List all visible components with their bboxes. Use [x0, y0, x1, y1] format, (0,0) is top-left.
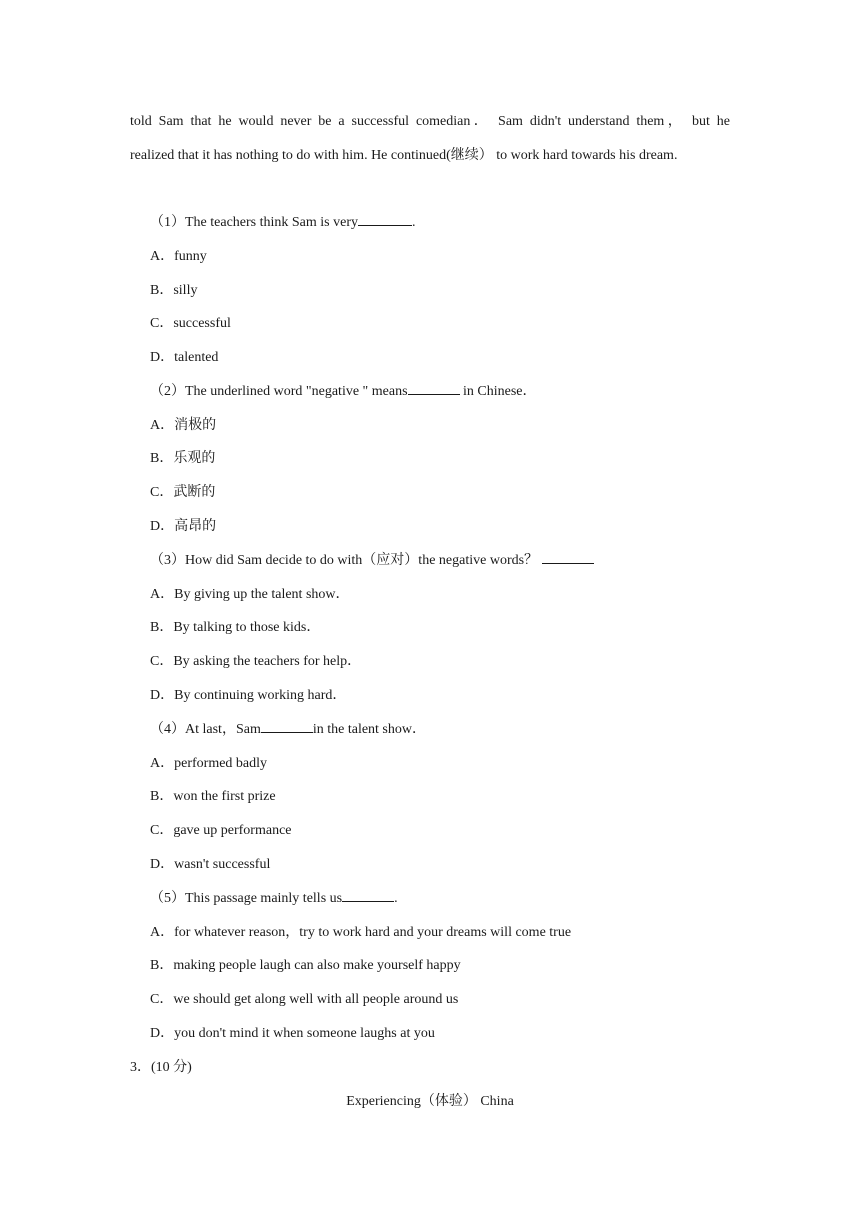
option-text: By giving up the talent show．	[174, 587, 350, 602]
option-text: you don't mind it when someone laughs at you	[174, 1026, 435, 1041]
option-text: 消极的	[174, 418, 217, 433]
option-letter: D．	[150, 350, 175, 365]
question-4-prompt: （4）At last，Sam	[150, 722, 261, 737]
answer-blank	[261, 732, 313, 733]
question-5-option-c	[150, 990, 458, 1010]
answer-blank	[358, 225, 412, 226]
question-1-option-d	[150, 348, 218, 368]
option-letter: D．	[150, 1026, 175, 1041]
option-letter: C．	[150, 316, 174, 331]
option-text: 乐观的	[173, 451, 216, 466]
option-text: performed badly	[174, 756, 268, 771]
question-4-option-d	[150, 855, 270, 875]
option-letter: A．	[150, 249, 175, 264]
option-letter: D．	[150, 688, 175, 703]
option-text: won the first prize	[173, 789, 276, 804]
option-text: gave up performance	[173, 823, 292, 838]
question-3-prompt: （3）How did Sam decide to do with（应对）the negative words？	[150, 553, 539, 568]
question-3-option-a	[150, 585, 350, 605]
option-text: 高昂的	[174, 519, 217, 534]
option-text: successful	[173, 316, 231, 331]
option-letter: B．	[150, 958, 174, 973]
question-1-option-b	[150, 281, 197, 301]
option-text: we should get along well with all people around us	[173, 992, 459, 1007]
option-text: making people laugh can also make yourself happy	[173, 958, 461, 973]
question-4-option-c	[150, 821, 292, 841]
question-5-option-a	[150, 923, 571, 943]
question-1-suffix: .	[412, 215, 416, 230]
option-letter: B．	[150, 789, 174, 804]
option-text: talented	[174, 350, 219, 365]
answer-blank	[542, 563, 594, 564]
option-letter: C．	[150, 992, 174, 1007]
question-1-prompt: （1）The teachers think Sam is very	[150, 215, 359, 230]
question-4-option-b	[150, 787, 276, 807]
section-3-title: Experiencing（体验） China	[346, 1094, 514, 1109]
question-3-option-d	[150, 686, 346, 706]
question-2-suffix: in Chinese．	[459, 384, 537, 399]
question-1	[150, 213, 416, 233]
question-5-suffix: .	[394, 891, 398, 906]
option-letter: A．	[150, 418, 175, 433]
option-text: By talking to those kids．	[173, 620, 321, 635]
option-text: By continuing working hard．	[174, 688, 347, 703]
question-2	[150, 382, 537, 402]
option-letter: B．	[150, 451, 174, 466]
question-5	[150, 889, 398, 909]
option-letter: D．	[150, 519, 175, 534]
option-letter: C．	[150, 485, 174, 500]
passage-line-1: told Sam that he would never be a successful comedian． Sam didn't understand them， but he	[130, 114, 730, 129]
question-5-option-d	[150, 1024, 435, 1044]
option-letter: A．	[150, 756, 175, 771]
question-3-option-b	[150, 618, 320, 638]
question-2-option-d	[150, 517, 216, 537]
section-3-number: 3．(10 分)	[130, 1060, 192, 1075]
question-5-prompt: （5）This passage mainly tells us	[150, 891, 343, 906]
option-letter: B．	[150, 620, 174, 635]
question-2-prompt: （2）The underlined word "negative " means	[150, 384, 408, 399]
option-text: silly	[173, 283, 198, 298]
option-letter: A．	[150, 925, 175, 940]
option-letter: C．	[150, 823, 174, 838]
question-4-option-a	[150, 754, 267, 774]
option-letter: C．	[150, 654, 174, 669]
question-2-option-c	[150, 483, 215, 503]
option-text: wasn't successful	[174, 857, 271, 872]
question-2-option-b	[150, 449, 215, 469]
question-4-suffix: in the talent show．	[312, 722, 426, 737]
option-letter: D．	[150, 857, 175, 872]
option-text: for whatever reason，try to work hard and your dreams will come true	[174, 925, 572, 940]
option-letter: B．	[150, 283, 174, 298]
answer-blank	[408, 394, 460, 395]
answer-blank	[342, 901, 394, 902]
option-text: 武断的	[173, 485, 216, 500]
option-text: funny	[174, 249, 207, 264]
question-1-option-a	[150, 247, 207, 267]
question-1-option-c	[150, 314, 231, 334]
question-3-option-c	[150, 652, 361, 672]
question-4	[150, 720, 426, 740]
option-text: By asking the teachers for help．	[173, 654, 362, 669]
question-3	[150, 551, 594, 571]
question-2-option-a	[150, 416, 216, 436]
question-5-option-b	[150, 956, 461, 976]
option-letter: A．	[150, 587, 175, 602]
passage-line-2: realized that it has nothing to do with him. He continued(继续） to work hard towards his dream.	[130, 148, 678, 163]
